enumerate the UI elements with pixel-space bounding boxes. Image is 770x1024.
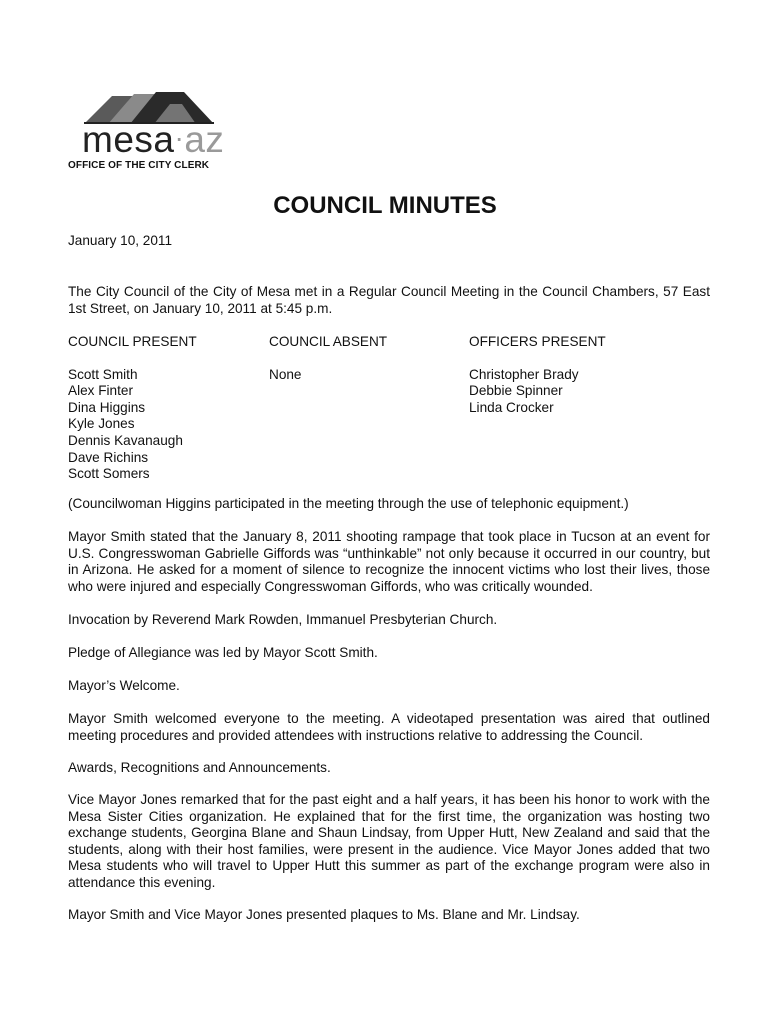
logo-word-az: az bbox=[184, 119, 225, 160]
awards-heading: Awards, Recognitions and Announcements. bbox=[68, 760, 331, 775]
document-title: COUNCIL MINUTES bbox=[273, 192, 497, 219]
list-item: Scott Somers bbox=[68, 466, 150, 482]
office-of-city-clerk: OFFICE OF THE CITY CLERK bbox=[68, 160, 210, 171]
plaques-paragraph: Mayor Smith and Vice Mayor Jones presented plaques to Ms. Blane and Mr. Lindsay. bbox=[68, 907, 580, 922]
meeting-date: January 10, 2011 bbox=[68, 233, 173, 248]
list-item: Linda Crocker bbox=[469, 399, 554, 415]
sister-cities-paragraph: Vice Mayor Jones remarked that for the past eight and a half years, it has been his honor to work with the Mesa Sister Cities organization. He explained that for the first time, the organization was hosting two exchange students, Georgina Blane and Shaun Lindsay, from Upper Hutt, New Zealand and said that the students, along with their host families, were present in the audience. Vice Mayor Jones added that two Mesa students who will travel to Upper Hutt this summer as part of the exchange program were also in attendance this evening. bbox=[68, 792, 710, 890]
council-present-list bbox=[68, 367, 258, 483]
list-item: None bbox=[269, 366, 302, 382]
welcome-paragraph: Mayor Smith welcomed everyone to the meeting. A videotaped presentation was aired that outlined meeting procedures and provided attendees with instructions relative to addressing the Council. bbox=[68, 711, 710, 743]
intro-paragraph: The City Council of the City of Mesa met in a Regular Council Meeting in the Council Chambers, 57 East 1st Street, on January 10, 2011 at 5:45 p.m. bbox=[68, 284, 710, 316]
officers-present-heading: OFFICERS PRESENT bbox=[469, 334, 606, 349]
invocation-paragraph: Invocation by Reverend Mark Rowden, Immanuel Presbyterian Church. bbox=[68, 612, 498, 627]
logo-word-dot: · bbox=[174, 122, 185, 153]
list-item: Debbie Spinner bbox=[469, 383, 563, 399]
list-item: Alex Finter bbox=[68, 383, 133, 399]
list-item: Dave Richins bbox=[68, 449, 149, 465]
logo-wordmark bbox=[82, 118, 224, 160]
moment-of-silence-paragraph: Mayor Smith stated that the January 8, 2011 shooting rampage that took place in Tucson at an event for U.S. Congresswoman Gabrielle Giffords was “unthinkable” not only because it occurred in our country, but in Arizona. He asked for a moment of silence to recognize the innocent victims who lost their lives, those who were injured and especially Congresswoman Giffords, who was critically wounded. bbox=[68, 529, 710, 594]
council-absent-heading: COUNCIL ABSENT bbox=[269, 334, 388, 349]
list-item: Kyle Jones bbox=[68, 416, 135, 432]
council-present-heading: COUNCIL PRESENT bbox=[68, 334, 197, 349]
logo-word-mesa: mesa bbox=[82, 119, 175, 160]
list-item: Dennis Kavanaugh bbox=[68, 432, 183, 448]
pledge-paragraph: Pledge of Allegiance was led by Mayor Scott Smith. bbox=[68, 645, 378, 660]
list-item: Dina Higgins bbox=[68, 399, 146, 415]
council-present-column bbox=[68, 334, 258, 483]
council-absent-column bbox=[269, 334, 459, 383]
council-absent-list bbox=[269, 367, 459, 384]
officers-present-column bbox=[469, 334, 669, 416]
telephonic-note: (Councilwoman Higgins participated in the meeting through the use of telephonic equipment.) bbox=[68, 496, 629, 511]
mayors-welcome-heading: Mayor’s Welcome. bbox=[68, 678, 180, 693]
officers-present-list bbox=[469, 367, 669, 417]
list-item: Christopher Brady bbox=[469, 366, 579, 382]
list-item: Scott Smith bbox=[68, 366, 138, 382]
